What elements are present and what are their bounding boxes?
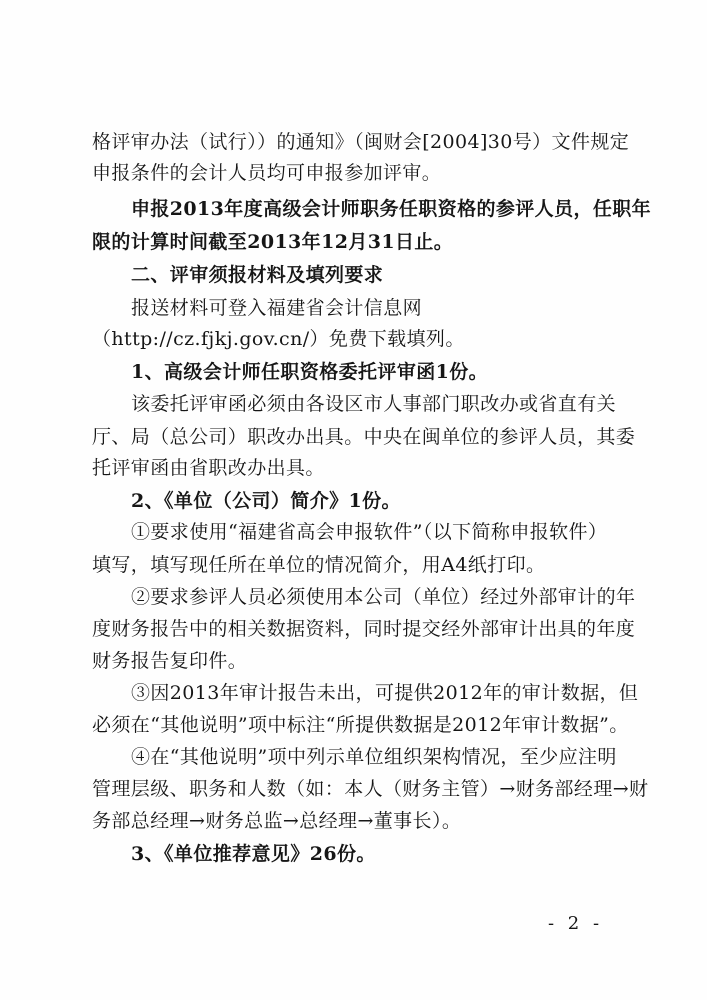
text-line: 托评审函由省职改办出具。 <box>92 457 325 479</box>
section-heading: 二、评审须报材料及填列要求 <box>131 264 384 286</box>
text-line: ②要求参评人员必须使用本公司（单位）经过外部审计的年 <box>131 586 636 608</box>
text-line: ④在“其他说明”项中列示单位组织架构情况，至少应注明 <box>131 746 617 768</box>
text-line: 格评审办法（试行））的通知》（闽财会[2004]30号）文件规定 <box>92 131 630 153</box>
text-line: 报送材料可登入福建省会计信息网 <box>131 297 423 319</box>
item-heading: 3、《单位推荐意见》26份。 <box>131 843 376 865</box>
text-line: 必须在“其他说明”项中标注“所提供数据是2012年审计数据”。 <box>92 714 629 736</box>
text-line: 管理层级、职务和人数（如：本人（财务主管）→财务部经理→财 <box>92 778 649 800</box>
text-line: 填写，填写现任所在单位的情况简介，用A4纸打印。 <box>92 554 546 576</box>
text-line: 财务报告复印件。 <box>92 650 248 672</box>
text-line: 申报条件的会计人员均可申报参加评审。 <box>92 162 442 184</box>
text-line-bold: 限的计算时间截至2013年12月31日止。 <box>92 231 454 253</box>
text-line: 该委托评审函必须由各设区市人事部门职改办或省直有关 <box>131 393 617 415</box>
text-line: 度财务报告中的相关数据资料，同时提交经外部审计出具的年度 <box>92 618 636 640</box>
item-heading: 1、高级会计师任职资格委托评审函1份。 <box>131 361 489 383</box>
item-heading: 2、《单位（公司）简介》1份。 <box>131 490 401 512</box>
text-line-bold: 申报2013年度高级会计师职务任职资格的参评人员，任职年 <box>131 198 652 220</box>
text-line: 务部总经理→财务总监→总经理→董事长）。 <box>92 810 462 832</box>
page-number: - 2 - <box>548 913 604 934</box>
text-line: 厅、局（总公司）职改办出具。中央在闽单位的参评人员，其委 <box>92 426 636 448</box>
text-line: （http://cz.fjkj.gov.cn/）免费下载填列。 <box>92 328 465 350</box>
text-line: ①要求使用“福建省高会申报软件”（以下简称申报软件） <box>131 521 608 543</box>
text-line: ③因2013年审计报告未出，可提供2012年的审计数据，但 <box>131 682 639 704</box>
